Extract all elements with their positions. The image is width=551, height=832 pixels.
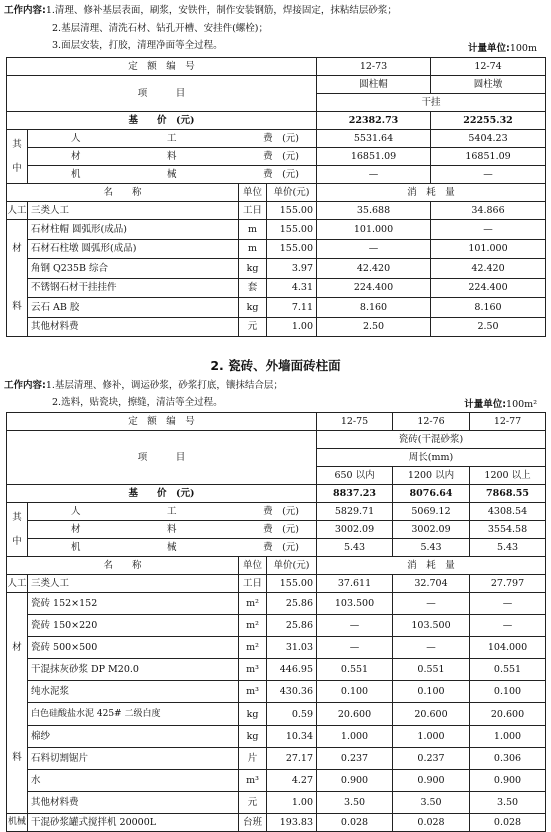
- s1-mat-v: —: [317, 239, 431, 259]
- s1-unit: [468, 40, 537, 54]
- s1-method: 干挂: [317, 94, 546, 112]
- s2-zhong: 中: [12, 535, 22, 547]
- s1-cost-row: [7, 166, 546, 184]
- s2-material-row: [7, 791, 546, 813]
- s2-mat-unit: m²: [239, 593, 267, 615]
- s1-labor-unit: 工日: [239, 202, 267, 220]
- s2-mat-name: 瓷砖 152×152: [28, 593, 239, 615]
- s1-item-1: 圆柱帽: [317, 76, 431, 94]
- s2-mat-cat: [7, 593, 28, 814]
- s2-material-row: [7, 681, 546, 703]
- s2-mech-v: 0.028: [393, 814, 470, 832]
- s2-group: 瓷砖(干混砂浆): [317, 431, 546, 449]
- s1-labor-price: 155.00: [267, 202, 317, 220]
- s2-mat-name: 水: [28, 769, 239, 791]
- s2-mech-cat: 机械: [7, 814, 28, 832]
- s2-cost-v: 3002.09: [393, 521, 470, 539]
- s1-cost-v: 5404.23: [431, 130, 546, 148]
- s1-cost-a-1: 人: [71, 133, 81, 144]
- s1-work-line-3: 3.面层安装，打胶，清理净面等全过程。: [52, 40, 223, 51]
- s2-cost-a-1: 人: [71, 506, 81, 517]
- s2-labor-price: 155.00: [267, 575, 317, 593]
- s1-code-row: [7, 58, 546, 76]
- s2-material-row: [7, 615, 546, 637]
- s2-mat-v: 0.237: [317, 747, 393, 769]
- s2-qizhong: [7, 503, 28, 557]
- s2-hdr-name: 名 称: [7, 557, 239, 575]
- s2-mat-name: 棉纱: [28, 725, 239, 747]
- s2-cost-c-3: 费 (元): [263, 542, 300, 553]
- s2-perim: 周长(mm): [317, 449, 546, 467]
- s2-base-label: 基 价 (元): [7, 485, 317, 503]
- s2-mat-price: 25.86: [267, 593, 317, 615]
- s1-labor-v: 35.688: [317, 202, 431, 220]
- s2-mat-price: 446.95: [267, 659, 317, 681]
- s2-cost-a-3: 机: [71, 542, 81, 553]
- s2-mat-price: 31.03: [267, 637, 317, 659]
- s2-base-3: 7868.55: [470, 485, 546, 503]
- s1-unit-value: 100m: [509, 43, 537, 54]
- s1-mat-v: 42.420: [431, 259, 546, 279]
- s2-mat-price: 1.00: [267, 791, 317, 813]
- s2-labor-v: 32.704: [393, 575, 470, 593]
- s1-mat-price: 4.31: [267, 278, 317, 298]
- s2-mat-v: 0.551: [317, 659, 393, 681]
- s2-mat-v: 0.306: [470, 747, 546, 769]
- s2-header-row: [7, 557, 546, 575]
- s1-base-1: 22382.73: [317, 112, 431, 130]
- s1-work-line-2: 2.基层清理、清洗石材、钻孔开槽、安挂件(螺栓)；: [52, 23, 268, 34]
- s1-base-2: 22255.32: [431, 112, 546, 130]
- s2-mech-unit: 台班: [239, 814, 267, 832]
- s2-material-row: [7, 659, 546, 681]
- s2-code-row: [7, 413, 546, 431]
- s2-cost-label-3: [28, 539, 317, 557]
- s2-mat-name: 瓷砖 500×500: [28, 637, 239, 659]
- s2-mat-v: 20.600: [470, 703, 546, 725]
- s2-mat-unit: m²: [239, 615, 267, 637]
- s2-code-1: 12-75: [317, 413, 393, 431]
- s1-labor-v: 34.866: [431, 202, 546, 220]
- s1-cost-a-2: 材: [71, 151, 81, 162]
- s1-header-row: [7, 184, 546, 202]
- s1-mat-unit: kg: [239, 259, 267, 279]
- s1-mat-v: 2.50: [317, 317, 431, 337]
- s1-cost-label-3: [28, 166, 317, 184]
- s1-work-label: 工作内容:: [4, 5, 46, 16]
- s2-mat-unit: m²: [239, 637, 267, 659]
- s2-code-3: 12-77: [470, 413, 546, 431]
- s1-mat-unit: m: [239, 220, 267, 240]
- s2-mat-v: —: [470, 615, 546, 637]
- s1-labor-name: 三类人工: [28, 202, 239, 220]
- s1-mat-name: 石材柱帽 圆弧形(成品): [28, 220, 239, 240]
- s2-material-row: [7, 725, 546, 747]
- s1-material-row: [7, 259, 546, 279]
- s2-mat-v: 1.000: [317, 725, 393, 747]
- s1-material-row: [7, 239, 546, 259]
- s2-mat-cat-b: 料: [12, 752, 22, 763]
- s1-mat-unit: 元: [239, 317, 267, 337]
- s2-mat-v: 3.50: [393, 791, 470, 813]
- s2-mat-name: 其他材料费: [28, 791, 239, 813]
- s1-mat-v: 42.420: [317, 259, 431, 279]
- s2-material-row: [7, 637, 546, 659]
- s1-mat-name: 不锈钢石材干挂挂件: [28, 278, 239, 298]
- s2-unit-label: 计量单位:: [464, 399, 507, 410]
- s2-cost-row: [7, 503, 546, 521]
- s2-mech-price: 193.83: [267, 814, 317, 832]
- s1-base-label: 基 价 (元): [7, 112, 317, 130]
- s1-mat-price: 7.11: [267, 298, 317, 318]
- s2-mat-v: 103.500: [317, 593, 393, 615]
- s2-mat-v: —: [470, 593, 546, 615]
- s1-mat-price: 1.00: [267, 317, 317, 337]
- s2-mat-name: 石料切割锯片: [28, 747, 239, 769]
- s2-cost-v: 5829.71: [317, 503, 393, 521]
- s1-mat-unit: 套: [239, 278, 267, 298]
- s2-cost-row: [7, 521, 546, 539]
- s1-item-row: [7, 76, 546, 94]
- s1-mat-cat-a: 材: [12, 243, 22, 254]
- s2-mat-v: 0.900: [317, 769, 393, 791]
- s2-mech-row: [7, 814, 546, 832]
- s2-range-3: 1200 以上: [470, 467, 546, 485]
- s2-mat-v: —: [317, 615, 393, 637]
- s2-cost-b-1: 工: [167, 506, 177, 517]
- s2-hdr-unit: 单位: [239, 557, 267, 575]
- s1-cost-v: —: [431, 166, 546, 184]
- s1-hdr-unit: 单位: [239, 184, 267, 202]
- s1-hdr-price: 单价(元): [267, 184, 317, 202]
- s1-cost-row: [7, 130, 546, 148]
- s2-cost-v: 5.43: [393, 539, 470, 557]
- s2-mat-v: 1.000: [470, 725, 546, 747]
- s2-mech-v: 0.028: [317, 814, 393, 832]
- s2-table: [6, 412, 546, 832]
- s2-labor-unit: 工日: [239, 575, 267, 593]
- s2-mat-v: 103.500: [393, 615, 470, 637]
- s1-mat-v: 8.160: [431, 298, 546, 318]
- s1-unit-label: 计量单位:: [468, 43, 510, 54]
- s2-mat-price: 4.27: [267, 769, 317, 791]
- s1-material-row: [7, 220, 546, 240]
- s1-qizhong: [7, 130, 28, 184]
- s2-mat-unit: m³: [239, 659, 267, 681]
- s1-mat-v: 101.000: [317, 220, 431, 240]
- s1-mat-v: —: [431, 220, 546, 240]
- s1-material-row: [7, 278, 546, 298]
- s2-mat-unit: 片: [239, 747, 267, 769]
- s2-material-row: [7, 703, 546, 725]
- s2-cost-b-2: 料: [167, 524, 177, 535]
- s2-mat-v: 20.600: [393, 703, 470, 725]
- s2-work-content: [4, 378, 283, 393]
- s2-mat-v: 0.100: [393, 681, 470, 703]
- s1-cost-b-3: 械: [167, 169, 177, 180]
- s2-work-line-1: 1.基层清理、修补，调运砂浆，砂浆打底，镶抹结合层；: [45, 380, 283, 391]
- s1-cost-v: —: [317, 166, 431, 184]
- s1-mat-unit: m: [239, 239, 267, 259]
- s1-cost-v: 16851.09: [431, 148, 546, 166]
- s1-mat-cat-b: 料: [12, 301, 22, 312]
- s1-mat-name: 其他材料费: [28, 317, 239, 337]
- s1-code-label: 定 额 编 号: [7, 58, 317, 76]
- s1-mat-v: 224.400: [317, 278, 431, 298]
- s2-mat-v: 20.600: [317, 703, 393, 725]
- s2-cost-c-2: 费 (元): [263, 524, 300, 535]
- s2-labor-name: 三类人工: [28, 575, 239, 593]
- s2-mat-price: 25.86: [267, 615, 317, 637]
- s1-base-row: [7, 112, 546, 130]
- s2-mat-v: —: [393, 593, 470, 615]
- s1-item-label: 项 目: [7, 76, 317, 112]
- s2-mat-price: 27.17: [267, 747, 317, 769]
- s2-mat-v: 3.50: [470, 791, 546, 813]
- s1-mat-unit: kg: [239, 298, 267, 318]
- s1-work-line-1: 1.清理、修补基层表面，刷浆，安铁件，制作安装钢筋，焊接固定，抹粘结层砂浆；: [45, 5, 397, 16]
- s2-mech-v: 0.028: [470, 814, 546, 832]
- s1-labor-row: [7, 202, 546, 220]
- s1-cost-b-2: 料: [167, 151, 177, 162]
- s2-mat-name: 干混抹灰砂浆 DP M20.0: [28, 659, 239, 681]
- s2-mat-v: —: [317, 637, 393, 659]
- s2-cost-a-2: 材: [71, 524, 81, 535]
- s1-item-2: 圆柱墩: [431, 76, 546, 94]
- s2-unit-value: 100m²: [506, 399, 537, 410]
- s1-mat-name: 云石 AB 胶: [28, 298, 239, 318]
- s2-mat-v: 0.551: [393, 659, 470, 681]
- s1-cost-c-2: 费 (元): [263, 151, 300, 162]
- s2-hdr-price: 单价(元): [267, 557, 317, 575]
- s2-mat-unit: m³: [239, 681, 267, 703]
- s1-mat-price: 3.97: [267, 259, 317, 279]
- s2-cost-v: 3554.58: [470, 521, 546, 539]
- s1-mat-price: 155.00: [267, 220, 317, 240]
- s1-mat-v: 2.50: [431, 317, 546, 337]
- s1-cost-label-2: [28, 148, 317, 166]
- s2-cost-c-1: 费 (元): [263, 506, 300, 517]
- s2-mat-name: 纯水泥浆: [28, 681, 239, 703]
- s1-cost-v: 5531.64: [317, 130, 431, 148]
- s2-mat-v: —: [393, 637, 470, 659]
- s2-mat-v: 104.000: [470, 637, 546, 659]
- s2-hdr-cons: 消 耗 量: [317, 557, 546, 575]
- s2-cost-v: 5069.12: [393, 503, 470, 521]
- s1-work-content: [4, 3, 397, 18]
- s2-mat-unit: kg: [239, 703, 267, 725]
- s1-mat-price: 155.00: [267, 239, 317, 259]
- s1-material-row: [7, 298, 546, 318]
- s1-cost-label-1: [28, 130, 317, 148]
- s2-mat-unit: 元: [239, 791, 267, 813]
- s2-unit: [464, 396, 537, 410]
- s2-mat-v: 0.551: [470, 659, 546, 681]
- s2-mat-price: 430.36: [267, 681, 317, 703]
- s2-mat-v: 0.100: [470, 681, 546, 703]
- s1-zhong: 中: [12, 162, 22, 174]
- s2-title: 2. 瓷砖、外墙面砖柱面: [210, 358, 341, 373]
- s2-item-label: 项 目: [7, 431, 317, 485]
- s2-cost-b-3: 械: [167, 542, 177, 553]
- s1-code-2: 12-74: [431, 58, 546, 76]
- s2-base-2: 8076.64: [393, 485, 470, 503]
- s2-labor-cat: 人工: [7, 575, 28, 593]
- s2-cost-row: [7, 539, 546, 557]
- s1-cost-row: [7, 148, 546, 166]
- s2-labor-v: 27.797: [470, 575, 546, 593]
- s1-cost-c-1: 费 (元): [263, 133, 300, 144]
- s2-mat-name: 白色硅酸盐水泥 425# 二级白度: [28, 703, 239, 725]
- s2-mat-v: 0.900: [393, 769, 470, 791]
- s2-code-2: 12-76: [393, 413, 470, 431]
- s2-base-1: 8837.23: [317, 485, 393, 503]
- s2-mat-v: 3.50: [317, 791, 393, 813]
- s2-mat-v: 0.237: [393, 747, 470, 769]
- s2-range-1: 650 以内: [317, 467, 393, 485]
- s2-cost-v: 3002.09: [317, 521, 393, 539]
- s2-material-row: [7, 769, 546, 791]
- s2-cost-v: 4308.54: [470, 503, 546, 521]
- s1-code-1: 12-73: [317, 58, 431, 76]
- s2-labor-row: [7, 575, 546, 593]
- s2-mat-price: 0.59: [267, 703, 317, 725]
- s2-qi: 其: [12, 511, 22, 523]
- s2-mat-v: 0.900: [470, 769, 546, 791]
- s1-mat-name: 石材石柱墩 圆弧形(成品): [28, 239, 239, 259]
- s2-mat-cat-a: 材: [12, 642, 22, 653]
- s2-mat-name: 瓷砖 150×220: [28, 615, 239, 637]
- s1-cost-v: 16851.09: [317, 148, 431, 166]
- s1-mat-name: 角钢 Q235B 综合: [28, 259, 239, 279]
- s1-mat-v: 224.400: [431, 278, 546, 298]
- s2-mech-name: 干混砂浆罐式搅拌机 20000L: [28, 814, 239, 832]
- s1-cost-a-3: 机: [71, 169, 81, 180]
- s1-table: [6, 57, 546, 337]
- s1-mat-v: 8.160: [317, 298, 431, 318]
- s2-mat-price: 10.34: [267, 725, 317, 747]
- s1-material-row: [7, 317, 546, 337]
- s2-range-2: 1200 以内: [393, 467, 470, 485]
- s2-code-label: 定 额 编 号: [7, 413, 317, 431]
- s2-material-row: [7, 593, 546, 615]
- s1-cost-c-3: 费 (元): [263, 169, 300, 180]
- s2-cost-label-1: [28, 503, 317, 521]
- s1-cost-b-1: 工: [167, 133, 177, 144]
- s2-mat-unit: kg: [239, 725, 267, 747]
- s2-material-row: [7, 747, 546, 769]
- s1-mat-cat: [7, 220, 28, 337]
- s2-labor-v: 37.611: [317, 575, 393, 593]
- s2-mat-unit: m³: [239, 769, 267, 791]
- s2-base-row: [7, 485, 546, 503]
- s2-group-row: [7, 431, 546, 449]
- s2-cost-v: 5.43: [317, 539, 393, 557]
- s2-work-line-2: 2.选料，贴瓷块，擦缝，清洁等全过程。: [52, 397, 223, 408]
- s2-mat-v: 1.000: [393, 725, 470, 747]
- s2-mat-v: 0.100: [317, 681, 393, 703]
- s1-hdr-name: 名 称: [7, 184, 239, 202]
- s2-cost-label-2: [28, 521, 317, 539]
- s1-labor-cat: 人工: [7, 202, 28, 220]
- s1-hdr-cons: 消 耗 量: [317, 184, 546, 202]
- s2-cost-v: 5.43: [470, 539, 546, 557]
- s1-qi: 其: [12, 138, 22, 150]
- s1-mat-v: 101.000: [431, 239, 546, 259]
- s2-work-label: 工作内容:: [4, 380, 46, 391]
